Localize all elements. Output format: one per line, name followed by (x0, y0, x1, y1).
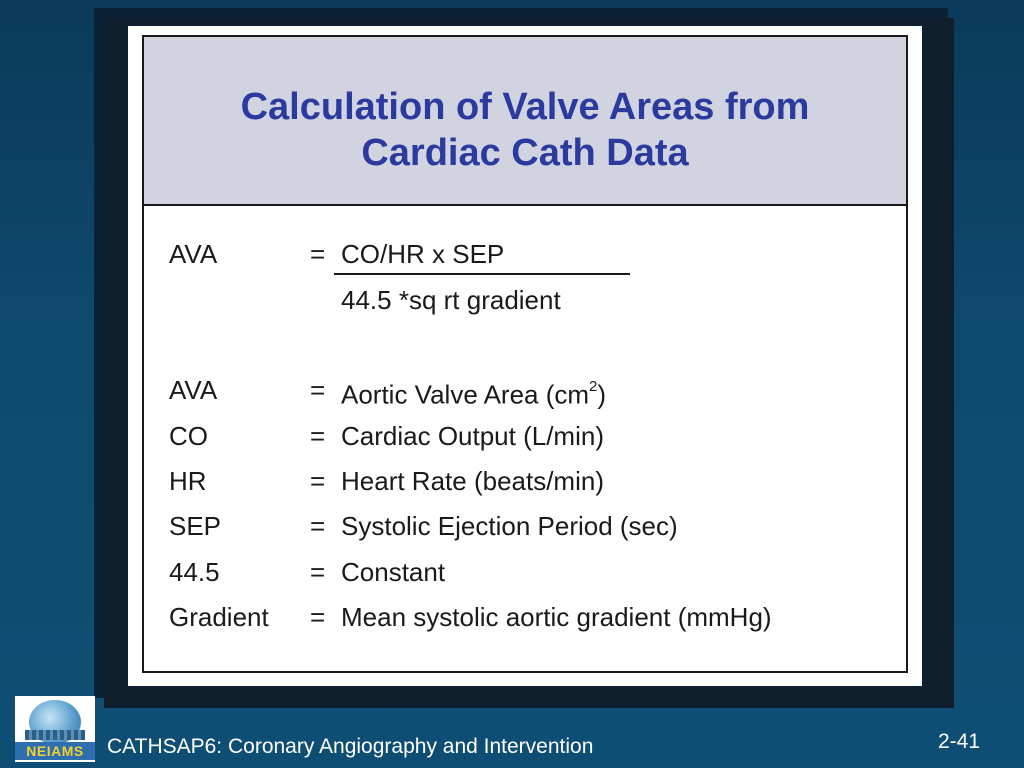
definition-equals: = (310, 466, 326, 496)
definition-equals: = (310, 511, 326, 541)
definition-equals: = (310, 557, 326, 587)
definition-term: HR (169, 466, 207, 496)
page-number: 2-41 (938, 730, 981, 753)
definition-text: Systolic Ejection Period (sec) (341, 511, 678, 541)
definition-text: Heart Rate (beats/min) (341, 466, 604, 496)
neiams-logo (15, 696, 95, 762)
definition-text: Constant (341, 557, 446, 587)
footer-title: CATHSAP6: Coronary Angiography and Intervention (107, 735, 594, 758)
definition-equals: = (310, 375, 326, 405)
definition-text: Cardiac Output (L/min) (341, 421, 604, 451)
formula-denominator: 44.5 *sq rt gradient (341, 285, 561, 315)
definition-equals: = (310, 421, 326, 451)
superscript: 2 (589, 378, 598, 395)
slide-content (142, 35, 908, 673)
definition-term: AVA (169, 375, 218, 405)
formula-equals: = (310, 239, 326, 269)
skyline-icon (25, 730, 85, 740)
definition-equals: = (310, 602, 326, 632)
definition-term: 44.5 (169, 557, 220, 587)
title-line-2: Cardiac Cath Data (361, 132, 689, 174)
definition-term: CO (169, 421, 208, 451)
formula-numerator: CO/HR x SEP (341, 239, 505, 269)
slide-title (144, 84, 906, 176)
definition-body: Aortic Valve Area (cm (341, 379, 590, 410)
title-band (144, 37, 906, 206)
logo-text: NEIAMS (15, 742, 95, 760)
formula-term: AVA (169, 239, 218, 269)
definition-text (341, 375, 606, 410)
definition-suffix: ) (597, 379, 607, 410)
title-line-1: Calculation of Valve Areas from (240, 86, 810, 128)
fraction-bar (334, 273, 630, 275)
definition-text: Mean systolic aortic gradient (mmHg) (341, 602, 772, 632)
definition-term: SEP (169, 511, 222, 541)
definition-term: Gradient (169, 602, 269, 632)
